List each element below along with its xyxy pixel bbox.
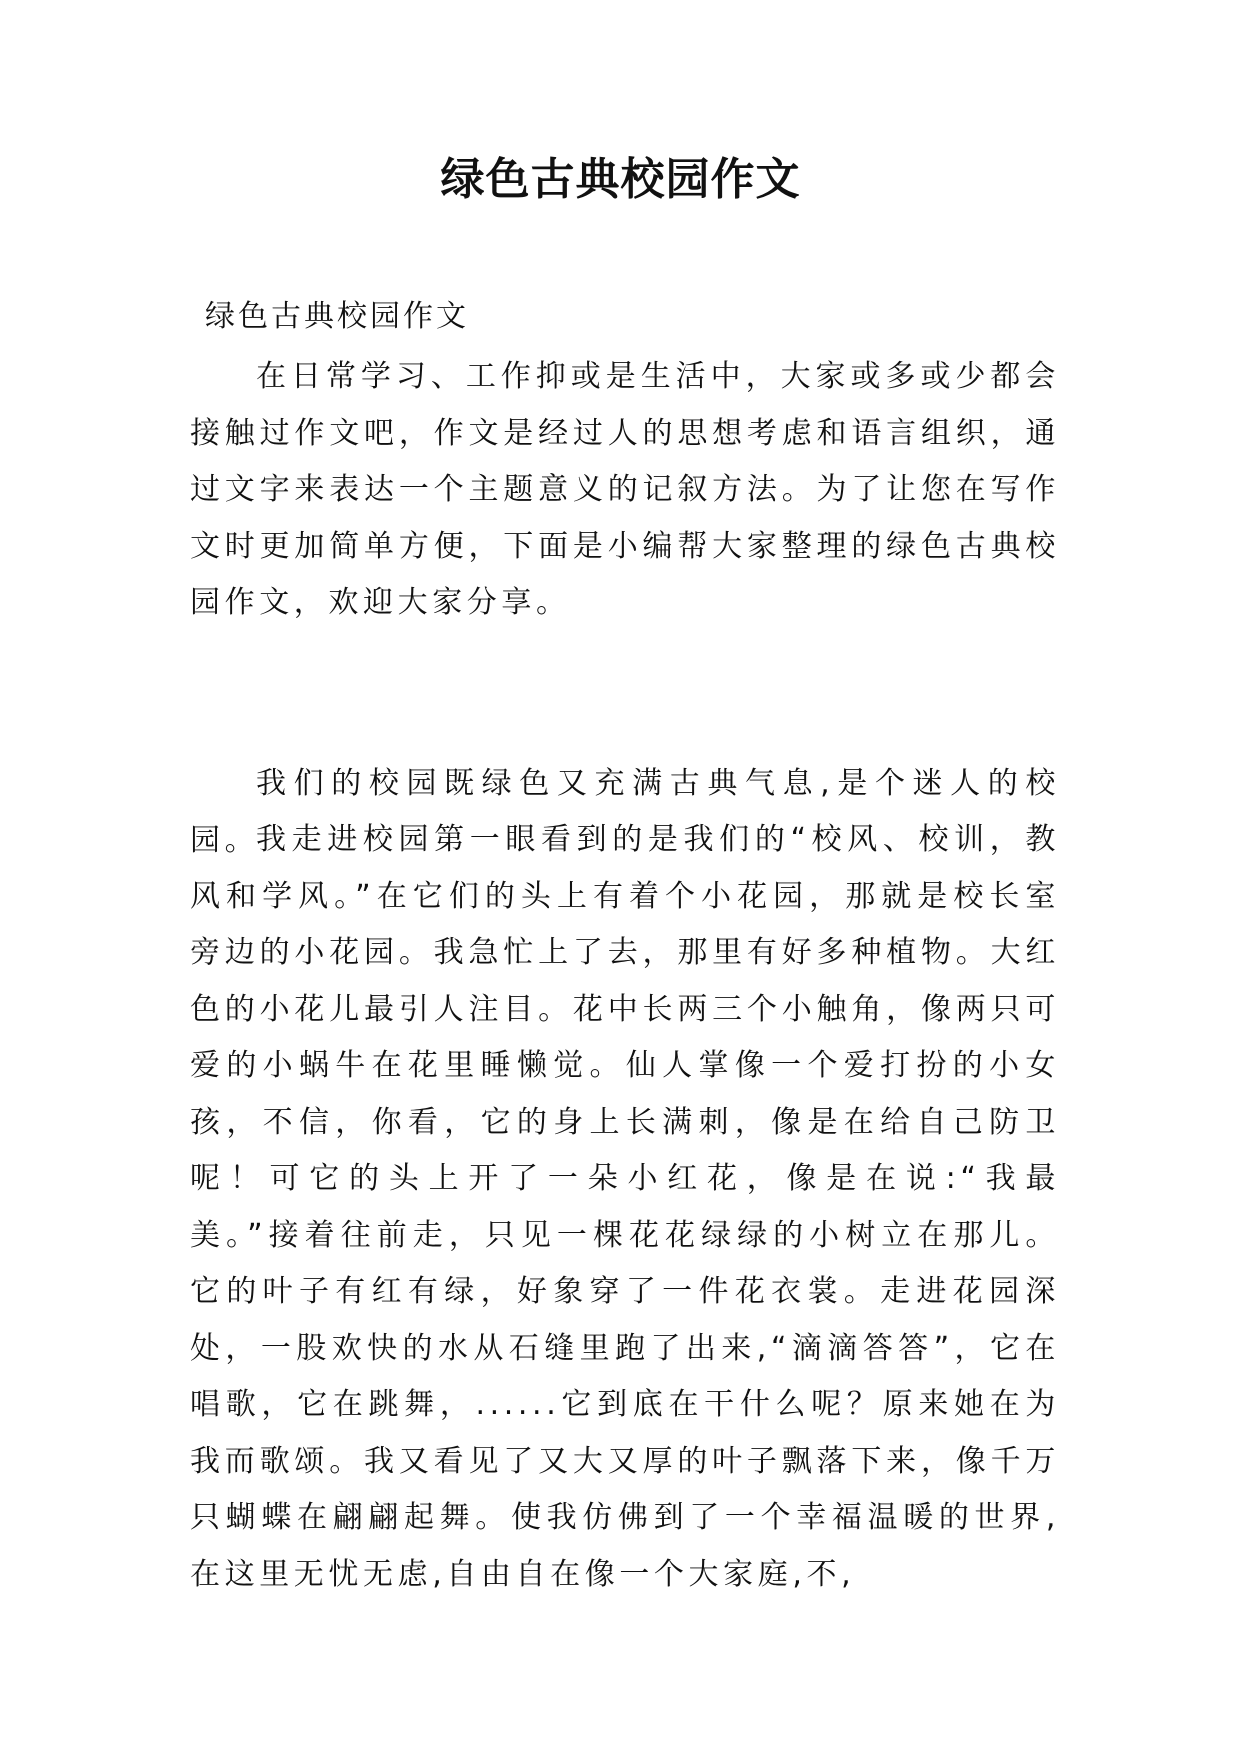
intro-paragraph: 在日常学习、工作抑或是生活中，大家或多或少都会接触过作文吧，作文是经过人的思想考虑和语言组织，通过文字来表达一个主题意义的记叙方法。为了让您在写作文时更加简单方便，下面是小编帮大家整理的绿色古典校园作文，欢迎大家分享。 <box>190 359 1060 620</box>
body-paragraph: 我走进校园第一眼看到的是我们的“校风、校训，教风和学风。”在它们的头上有着个小花园，那就是校长室旁边的小花园。我急忙上了去，那里有好多种植物。大红色的小花儿最引人注目。花中长两三个小触角，像两只可爱的小蜗牛在花里睡懒觉。仙人掌像一个爱打扮的小女孩，不信，你看，它的身上长满刺，像是在给自己防卫呢！可它的头上开了一朵小红花，像是在说:“我最美。”接着往前走，只见一棵花花绿绿的小树立在那儿。它的叶子有红有绿，好象穿了一件花衣裳。走进花园深处，一股欢快的水从石缝里跑了出来,“滴滴答答”，它在唱歌，它在跳舞，......它到底在干什么呢？原来她在为我而歌颂。我又看见了又大又厚的叶子飘落下来，像千万只蝴蝶在翩翩起舞。使我仿佛到了一个幸福温暖的世界,在这里无忧无虑,自由自在像一个大家庭,不, <box>190 822 1060 1592</box>
document-title: 绿色古典校园作文 <box>440 154 801 205</box>
body-paragraph: 我们的校园既绿色又充满古典气息,是个迷人的校园。 <box>190 766 1060 858</box>
document-subtitle: 绿色古典校园作文 <box>205 299 469 334</box>
